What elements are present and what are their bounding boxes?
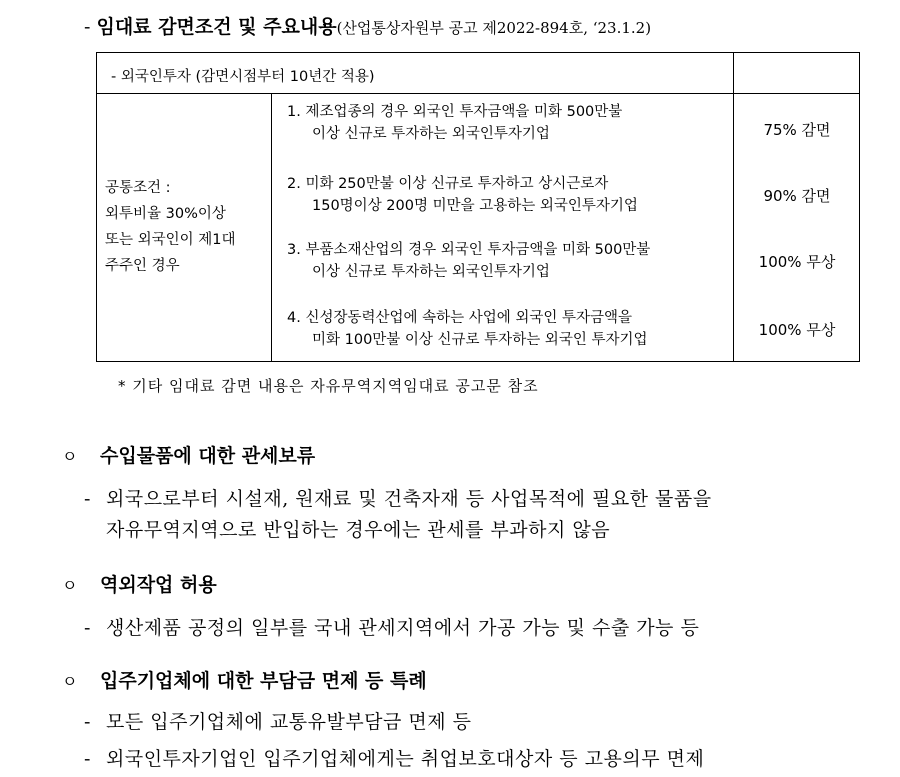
paragraph-line-1: 외국으로부터 시설재, 원재료 및 건축자재 등 사업목적에 필요한 물품을 bbox=[106, 488, 712, 510]
item-line-1: 1. 제조업종의 경우 외국인 투자금액을 미화 500만불 bbox=[287, 104, 623, 120]
paragraph-dash: - bbox=[84, 711, 91, 733]
section-heading-exemption bbox=[62, 666, 427, 693]
item-line-2: 150명이상 200명 미만을 고용하는 외국인투자기업 bbox=[312, 198, 638, 214]
section-paragraph bbox=[84, 484, 712, 511]
item-line-1: 3. 부품소재산업의 경우 외국인 투자금액을 미화 500만불 bbox=[287, 242, 651, 258]
section-heading bbox=[84, 12, 651, 39]
heading-dash: - bbox=[84, 16, 91, 38]
table-row bbox=[287, 101, 737, 145]
section-title: 역외작업 허용 bbox=[100, 574, 217, 596]
table-header-divider bbox=[97, 93, 859, 94]
heading-title: 임대료 감면조건 및 주요내용 bbox=[96, 16, 337, 38]
section-paragraph bbox=[84, 707, 472, 734]
common-conditions bbox=[105, 175, 275, 279]
paragraph-dash: - bbox=[84, 488, 91, 510]
table-header: - 외국인투자 (감면시점부터 10년간 적용) bbox=[111, 69, 375, 85]
common-condition-line: 외투비율 30%이상 bbox=[105, 206, 226, 222]
item-line-1: 4. 신성장동력산업에 속하는 사업에 외국인 투자금액을 bbox=[287, 310, 633, 326]
circle-bullet-icon: ㅇ bbox=[62, 672, 78, 691]
section-paragraph bbox=[84, 613, 699, 640]
circle-bullet-icon: ㅇ bbox=[62, 576, 78, 595]
item-line-2: 이상 신규로 투자하는 외국인투자기업 bbox=[312, 264, 550, 280]
section-title: 수입물품에 대한 관세보류 bbox=[100, 445, 316, 467]
common-condition-line: 주주인 경우 bbox=[105, 258, 180, 274]
paragraph-line-1: 모든 입주기업체에 교통유발부담금 면제 등 bbox=[106, 711, 472, 733]
common-condition-line: 공통조건 : bbox=[105, 180, 171, 196]
section-heading-customs bbox=[62, 441, 315, 468]
table-row bbox=[287, 173, 737, 217]
paragraph-dash: - bbox=[84, 748, 91, 770]
paragraph-line-2: 자유무역지역으로 반입하는 경우에는 관세를 부과하지 않음 bbox=[106, 519, 611, 541]
table-row bbox=[287, 307, 737, 351]
reduction-rate: 90% 감면 bbox=[763, 187, 831, 205]
item-line-1: 2. 미화 250만불 이상 신규로 투자하고 상시근로자 bbox=[287, 176, 609, 192]
common-condition-line: 또는 외국인이 제1대 bbox=[105, 232, 236, 248]
table-row bbox=[287, 239, 737, 283]
paragraph-line-1: 생산제품 공정의 일부를 국내 관세지역에서 가공 가능 및 수출 가능 등 bbox=[106, 617, 700, 639]
section-heading-offshore bbox=[62, 570, 217, 597]
reduction-rate: 100% 무상 bbox=[758, 321, 836, 339]
paragraph-line-1: 외국인투자기업인 입주기업체에게는 취업보호대상자 등 고용의무 면제 bbox=[106, 748, 705, 770]
item-line-2: 이상 신규로 투자하는 외국인투자기업 bbox=[312, 126, 550, 142]
section-title: 입주기업체에 대한 부담금 면제 등 특례 bbox=[100, 670, 427, 692]
heading-source: (산업통상자원부 공고 제2022-894호, ‘23.1.2) bbox=[336, 19, 652, 37]
reduction-rate: 100% 무상 bbox=[758, 253, 836, 271]
table-footnote: * 기타 임대료 감면 내용은 자유무역지역임대료 공고문 참조 bbox=[118, 377, 539, 395]
paragraph-dash: - bbox=[84, 617, 91, 639]
rent-reduction-table bbox=[96, 52, 860, 362]
item-line-2: 미화 100만불 이상 신규로 투자하는 외국인 투자기업 bbox=[312, 332, 648, 348]
reduction-rate: 75% 감면 bbox=[763, 121, 831, 139]
section-paragraph bbox=[84, 744, 704, 771]
circle-bullet-icon: ㅇ bbox=[62, 447, 78, 466]
